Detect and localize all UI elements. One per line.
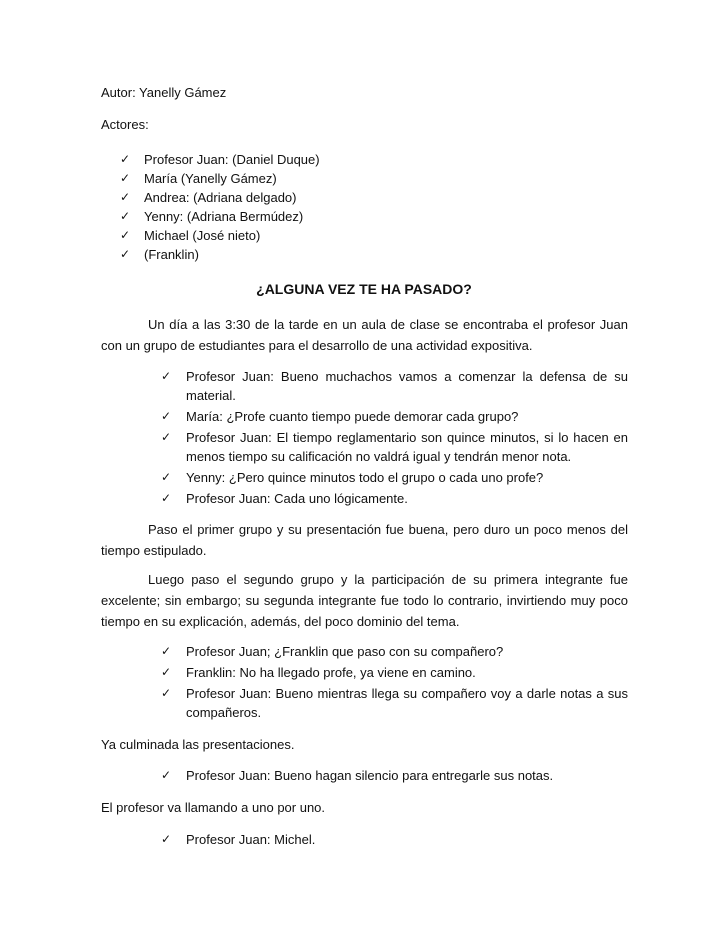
- dialogue-line: Profesor Juan: Bueno muchachos vamos a comenzar la defensa de su material.: [186, 369, 628, 403]
- list-item: [161, 830, 628, 849]
- checkmark-icon: ✓: [161, 409, 172, 423]
- dialogue-line: Profesor Juan; ¿Franklin que paso con su compañero?: [186, 644, 504, 659]
- dialogue-line: María: ¿Profe cuanto tiempo puede demorar cada grupo?: [186, 409, 519, 424]
- dialogue-list-1: [161, 367, 628, 510]
- dialogue-line: Franklin: No ha llegado profe, ya viene en camino.: [186, 665, 476, 680]
- narration-presentations-done: Ya culminada las presentaciones.: [101, 737, 295, 752]
- actor-name: Andrea: (Adriana delgado): [144, 190, 297, 205]
- paragraph-second-group: Luego paso el segundo grupo y la participación de su primera integrante fue excelente; sin embargo; su segunda integrante fue todo lo contrario, invirtiendo muy poco tiempo en su explicación, además, del poco dominio del tema.: [101, 572, 628, 629]
- checkmark-icon: ✓: [161, 430, 172, 444]
- author-line: Autor: Yanelly Gámez: [101, 85, 227, 100]
- dialogue-line: Profesor Juan: El tiempo reglamentario son quince minutos, si lo hacen en menos tiempo su calificación no valdrá igual y tendrán menor nota.: [186, 430, 628, 464]
- checkmark-icon: ✓: [161, 644, 172, 658]
- checkmark-icon: ✓: [120, 152, 131, 166]
- actor-name: (Franklin): [144, 247, 199, 262]
- actor-name: Yenny: (Adriana Bermúdez): [144, 209, 304, 224]
- checkmark-icon: ✓: [120, 209, 131, 223]
- list-item: [161, 468, 628, 487]
- list-item: [161, 663, 628, 682]
- list-item: [161, 407, 628, 426]
- paragraph-intro: Un día a las 3:30 de la tarde en un aula de clase se encontraba el profesor Juan con un grupo de estudiantes para el desarrollo de una actividad expositiva.: [101, 317, 628, 353]
- actors-label: Actores:: [101, 117, 149, 132]
- checkmark-icon: ✓: [120, 171, 131, 185]
- dialogue-list-4: [161, 830, 628, 851]
- dialogue-line: Profesor Juan: Cada uno lógicamente.: [186, 491, 408, 506]
- checkmark-icon: ✓: [161, 369, 172, 383]
- checkmark-icon: ✓: [161, 470, 172, 484]
- checkmark-icon: ✓: [120, 247, 131, 261]
- checkmark-icon: ✓: [161, 491, 172, 505]
- paragraph-first-group: Paso el primer grupo y su presentación fue buena, pero duro un poco menos del tiempo estipulado.: [101, 522, 628, 558]
- list-item: [161, 428, 628, 466]
- actor-name: Profesor Juan: (Daniel Duque): [144, 152, 320, 167]
- page-title: ¿ALGUNA VEZ TE HA PASADO?: [256, 281, 472, 297]
- list-item: [161, 642, 628, 661]
- list-item: [161, 489, 628, 508]
- dialogue-line: Profesor Juan: Bueno mientras llega su compañero voy a darle notas a sus compañeros.: [186, 686, 628, 720]
- actor-name: María (Yanelly Gámez): [144, 171, 277, 186]
- checkmark-icon: ✓: [161, 768, 172, 782]
- dialogue-line: Profesor Juan: Michel.: [186, 832, 316, 847]
- list-item: [161, 367, 628, 405]
- dialogue-line: Yenny: ¿Pero quince minutos todo el grupo o cada uno profe?: [186, 470, 544, 485]
- list-item: [161, 766, 628, 785]
- checkmark-icon: ✓: [161, 665, 172, 679]
- checkmark-icon: ✓: [161, 686, 172, 700]
- actor-name: Michael (José nieto): [144, 228, 261, 243]
- checkmark-icon: ✓: [120, 190, 131, 204]
- dialogue-list-3: [161, 766, 628, 787]
- narration-calling: El profesor va llamando a uno por uno.: [101, 800, 326, 815]
- list-item: [161, 684, 628, 722]
- checkmark-icon: ✓: [161, 832, 172, 846]
- checkmark-icon: ✓: [120, 228, 131, 242]
- dialogue-line: Profesor Juan: Bueno hagan silencio para entregarle sus notas.: [186, 768, 554, 783]
- dialogue-list-2: [161, 642, 628, 724]
